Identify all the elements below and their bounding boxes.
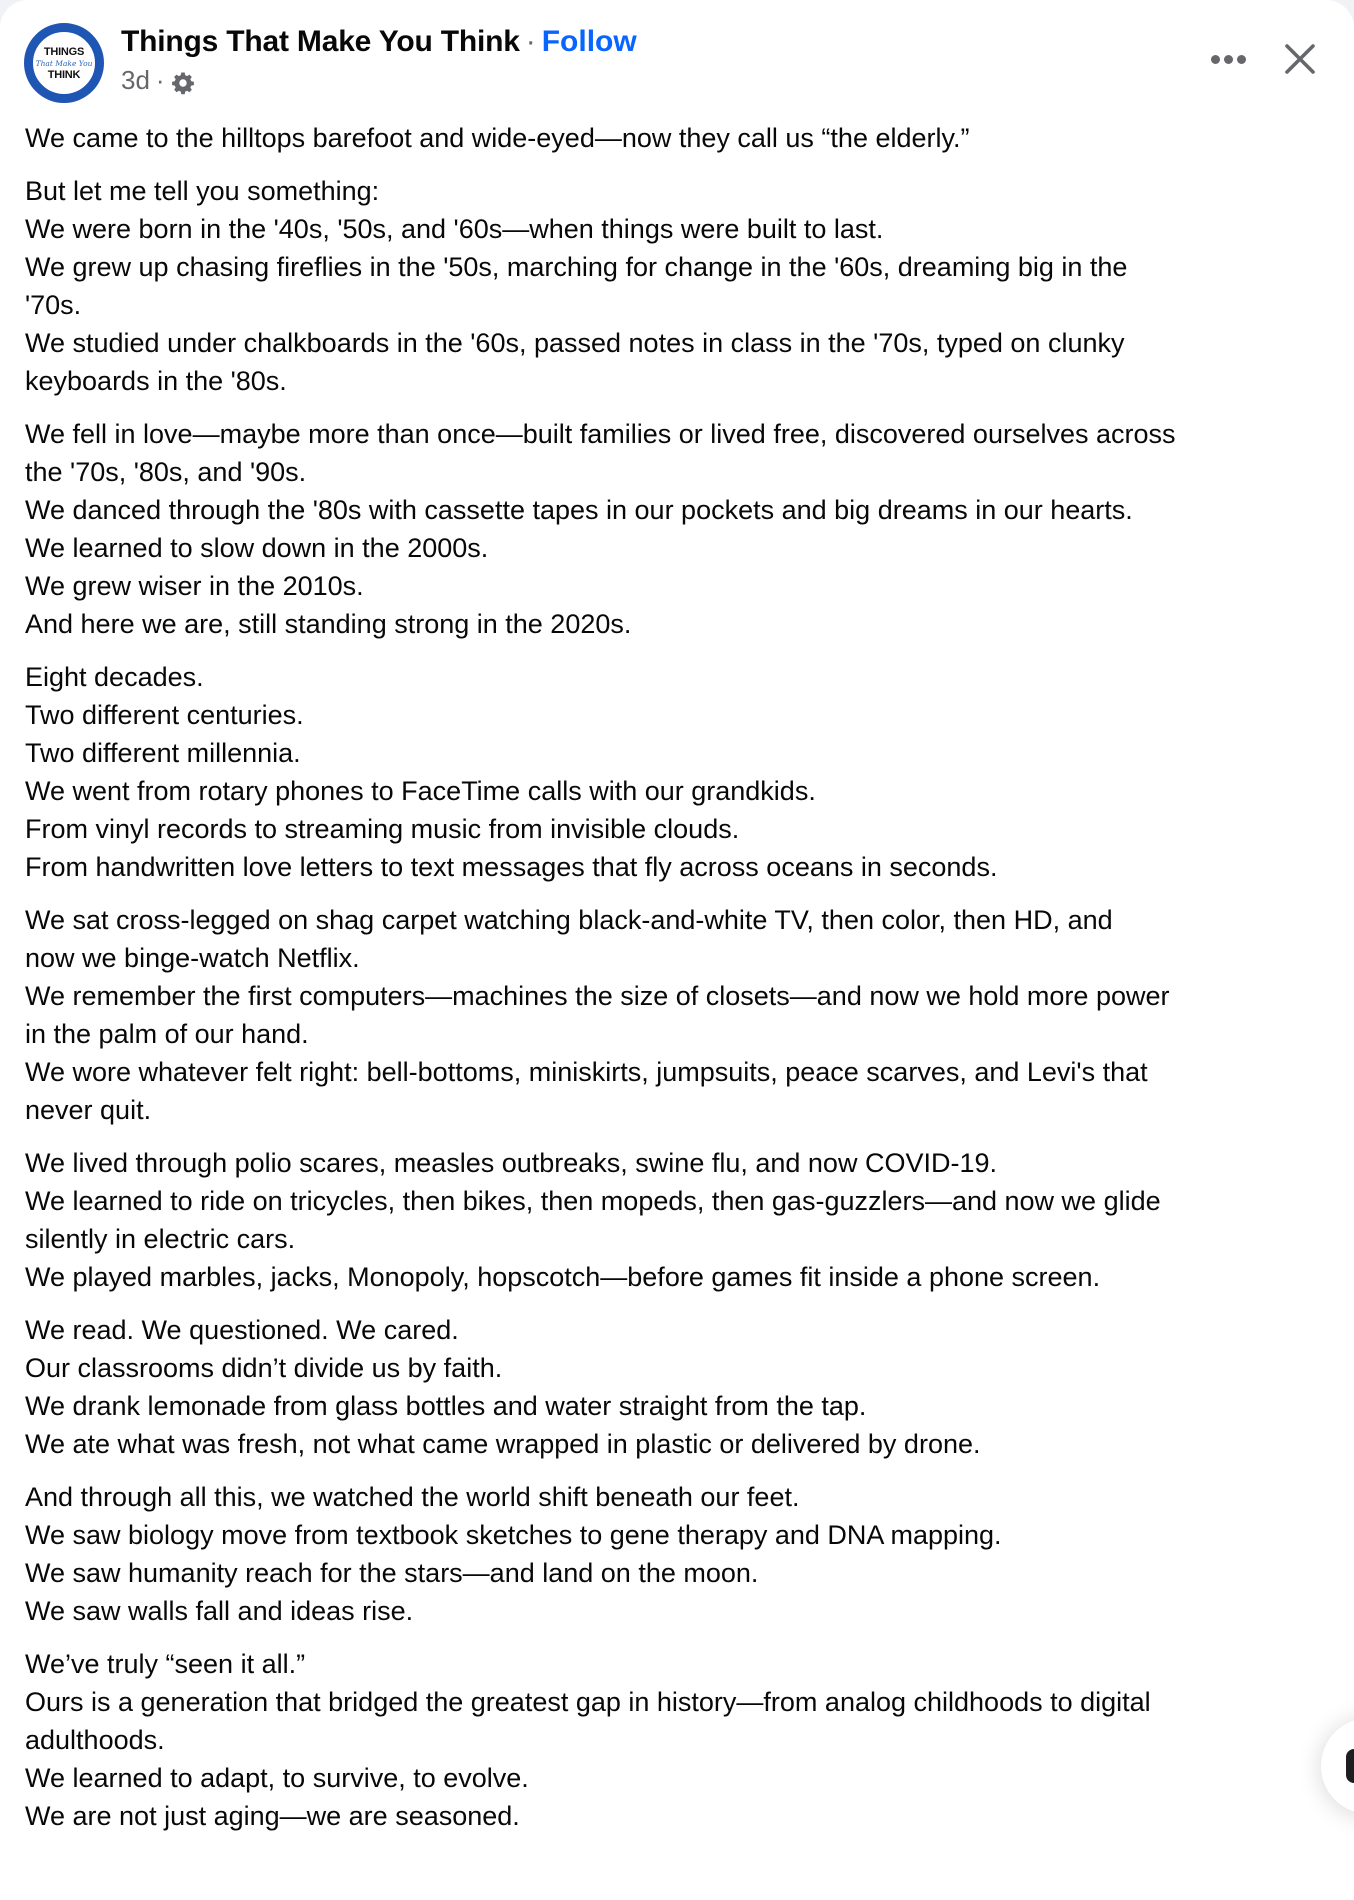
text-line: We remember the first computers—machines the size of closets—and now we hold more power (25, 981, 1170, 1011)
text-line: We drank lemonade from glass bottles and water straight from the tap. (25, 1391, 867, 1421)
text-line: We saw biology move from textbook sketches to gene therapy and DNA mapping. (25, 1520, 1002, 1550)
text-line: We grew up chasing fireflies in the '50s, marching for change in the '60s, dreaming big in the (25, 252, 1128, 282)
close-icon (1280, 39, 1320, 79)
text-line: We saw walls fall and ideas rise. (25, 1596, 414, 1626)
text-line: in the palm of our hand. (25, 1019, 309, 1049)
text-line: We’ve truly “seen it all.” (25, 1649, 306, 1679)
text-line: We read. We questioned. We cared. (25, 1315, 459, 1345)
text-line: But let me tell you something: (25, 176, 380, 206)
paragraph (25, 119, 1335, 157)
avatar-text-line1: THINGS (43, 45, 85, 58)
text-line: We played marbles, jacks, Monopoly, hopscotch—before games fit inside a phone screen. (25, 1262, 1101, 1292)
more-horizontal-icon-dot (1224, 55, 1233, 64)
avatar-text-line3: THINK (47, 68, 81, 81)
text-line: Two different centuries. (25, 700, 304, 730)
paragraph (25, 901, 1335, 1129)
paragraph (25, 1478, 1335, 1630)
text-line: Two different millennia. (25, 738, 301, 768)
text-line: We learned to ride on tricycles, then bikes, then mopeds, then gas-guzzlers—and now we glide (25, 1186, 1161, 1216)
text-line: We lived through polio scares, measles outbreaks, swine flu, and now COVID-19. (25, 1148, 997, 1178)
text-line: From vinyl records to streaming music from invisible clouds. (25, 814, 740, 844)
post-body-text (25, 119, 1335, 1850)
title-row (121, 22, 637, 62)
follow-button[interactable]: Follow (541, 25, 637, 58)
avatar-text-line2: That Make You (35, 58, 93, 68)
paragraph (25, 172, 1335, 400)
post-timestamp[interactable]: 3d (121, 65, 150, 95)
post-header (121, 22, 637, 98)
text-line: Ours is a generation that bridged the greatest gap in history—from analog childhoods to digital (25, 1687, 1151, 1717)
text-line: We are not just aging—we are seasoned. (25, 1801, 520, 1831)
text-line: silently in electric cars. (25, 1224, 296, 1254)
page-name-link[interactable]: Things That Make You Think (121, 25, 520, 58)
paragraph (25, 1144, 1335, 1296)
gear-icon[interactable] (171, 68, 195, 92)
text-line: We grew wiser in the 2010s. (25, 571, 364, 601)
post-meta (121, 62, 637, 98)
text-line: We went from rotary phones to FaceTime calls with our grandkids. (25, 776, 816, 806)
text-line: We learned to slow down in the 2000s. (25, 533, 489, 563)
text-line: adulthoods. (25, 1725, 165, 1755)
text-line: And here we are, still standing strong in the 2020s. (25, 609, 632, 639)
text-line: now we binge-watch Netflix. (25, 943, 360, 973)
text-line: We danced through the '80s with cassette tapes in our pockets and big dreams in our hearts. (25, 495, 1133, 525)
text-line: We learned to adapt, to survive, to evolve. (25, 1763, 529, 1793)
text-line: We wore whatever felt right: bell-bottoms, miniskirts, jumpsuits, peace scarves, and Levi's that (25, 1057, 1148, 1087)
text-line: We ate what was fresh, not what came wrapped in plastic or delivered by drone. (25, 1429, 981, 1459)
text-line: And through all this, we watched the world shift beneath our feet. (25, 1482, 800, 1512)
text-line: We studied under chalkboards in the '60s, passed notes in class in the '70s, typed on clunky (25, 328, 1125, 358)
text-line: Our classrooms didn’t divide us by faith. (25, 1353, 503, 1383)
text-line: the '70s, '80s, and '90s. (25, 457, 307, 487)
text-line: We came to the hilltops barefoot and wide-eyed—now they call us “the elderly.” (25, 123, 970, 153)
compose-icon (1346, 1749, 1354, 1783)
paragraph (25, 415, 1335, 643)
text-line: We sat cross-legged on shag carpet watching black-and-white TV, then color, then HD, and (25, 905, 1113, 935)
text-line: From handwritten love letters to text messages that fly across oceans in seconds. (25, 852, 998, 882)
text-line: keyboards in the '80s. (25, 366, 287, 396)
more-horizontal-icon-dot (1237, 55, 1246, 64)
paragraph (25, 1311, 1335, 1463)
paragraph (25, 658, 1335, 886)
text-line: We fell in love—maybe more than once—built families or lived free, discovered ourselves across (25, 419, 1176, 449)
page-avatar[interactable] (24, 23, 104, 103)
close-button[interactable] (1280, 39, 1320, 79)
text-line: We were born in the '40s, '50s, and '60s—when things were built to last. (25, 214, 884, 244)
more-options-button[interactable] (1204, 40, 1252, 78)
title-separator: · (525, 25, 536, 58)
text-line: '70s. (25, 290, 82, 320)
paragraph (25, 1645, 1335, 1835)
more-horizontal-icon-dot (1211, 55, 1220, 64)
text-line: We saw humanity reach for the stars—and land on the moon. (25, 1558, 759, 1588)
text-line: never quit. (25, 1095, 152, 1125)
text-line: Eight decades. (25, 662, 204, 692)
meta-separator: · (155, 65, 165, 95)
